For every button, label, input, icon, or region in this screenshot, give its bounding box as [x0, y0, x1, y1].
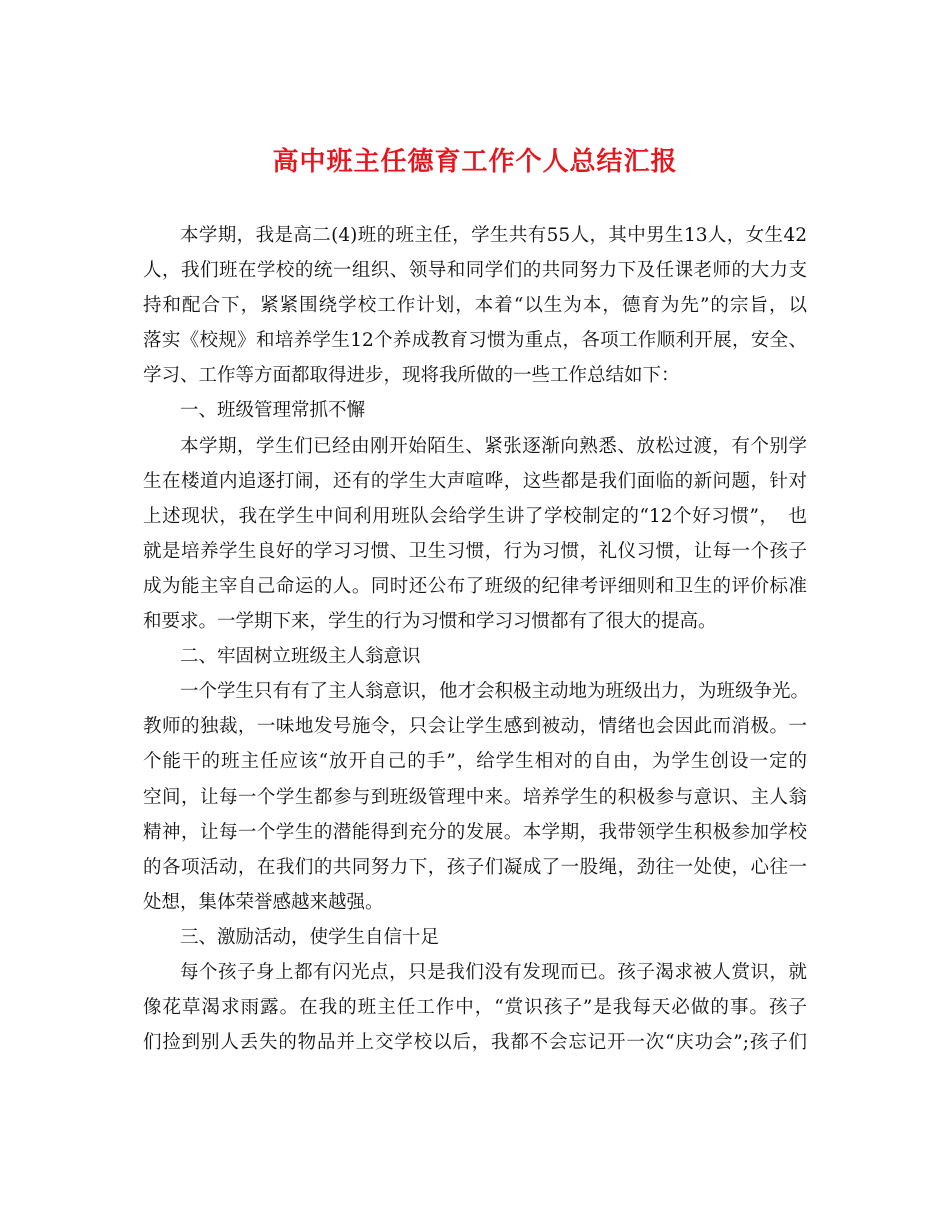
- body-line: 成为能主宰自己命运的人。同时还公布了班级的纪律考评细则和卫生的评价标准: [143, 575, 807, 597]
- body-line: 像花草渴求雨露。在我的班主任工作中，“赏识孩子”是我每天必做的事。孩子: [143, 997, 807, 1019]
- body-line: 精神，让每一个学生的潜能得到充分的发展。本学期，我带领学生积极参加学校: [143, 821, 807, 843]
- body-line: 生在楼道内追逐打闹，还有的学生大声喧哗，这些都是我们面临的新问题，针对: [143, 470, 807, 492]
- body-line: 本学期，我是高二(4)班的班主任，学生共有55人，其中男生13人，女生42: [180, 225, 807, 246]
- body-line: 就是培养学生良好的学习习惯、卫生习惯，行为习惯，礼仪习惯，让每一个孩子: [143, 540, 807, 562]
- body-line: 持和配合下，紧紧围绕学校工作计划，本着“以生为本，德育为先”的宗旨，以: [143, 295, 807, 317]
- body-line: 每个孩子身上都有闪光点，只是我们没有发现而已。孩子渴求被人赏识，就: [180, 961, 807, 983]
- body-line: 空间，让每一个学生都参与到班级管理中来。培养学生的积极参与意识、主人翁: [143, 786, 807, 808]
- body-line: 教师的独裁，一味地发号施令，只会让学生感到被动，情绪也会因此而消极。一: [143, 716, 807, 738]
- body-line: 一个学生只有有了主人翁意识，他才会积极主动地为班级出力，为班级争光。: [180, 681, 810, 703]
- document-title: 高中班主任德育工作个人总结汇报: [272, 147, 678, 177]
- body-line: 人，我们班在学校的统一组织、领导和同学们的共同努力下及任课老师的大力支: [143, 260, 807, 282]
- body-line: 上述现状，我在学生中间利用班队会给学生讲了学校制定的“12个好习惯”， 也: [143, 505, 807, 527]
- body-line: 本学期，学生们已经由刚开始陌生、紧张逐渐向熟悉、放松过渡，有个别学: [180, 435, 807, 457]
- document-body: [143, 218, 810, 1060]
- body-line: 和要求。一学期下来，学生的行为习惯和学习习惯都有了很大的提高。: [143, 611, 717, 633]
- body-line: 一、班级管理常抓不懈: [180, 400, 366, 422]
- body-line: 处想，集体荣誉感越来越强。: [143, 891, 384, 913]
- body-line: 的各项活动，在我们的共同努力下，孩子们凝成了一股绳，劲往一处使，心往一: [143, 856, 807, 878]
- body-line: 学习、工作等方面都取得进步，现将我所做的一些工作总结如下：: [143, 365, 680, 387]
- body-line: 三、激励活动，使学生自信十足: [180, 926, 440, 948]
- body-line: 落实《校规》和培养学生12个养成教育习惯为重点，各项工作顺利开展，安全、: [143, 330, 807, 352]
- body-line: 们捡到别人丢失的物品并上交学校以后，我都不会忘记开一次“庆功会”;孩子们: [143, 1032, 807, 1054]
- body-line: 个能干的班主任应该“放开自己的手”，给学生相对的自由，为学生创设一定的: [143, 751, 807, 773]
- body-line: 二、牢固树立班级主人翁意识: [180, 646, 421, 668]
